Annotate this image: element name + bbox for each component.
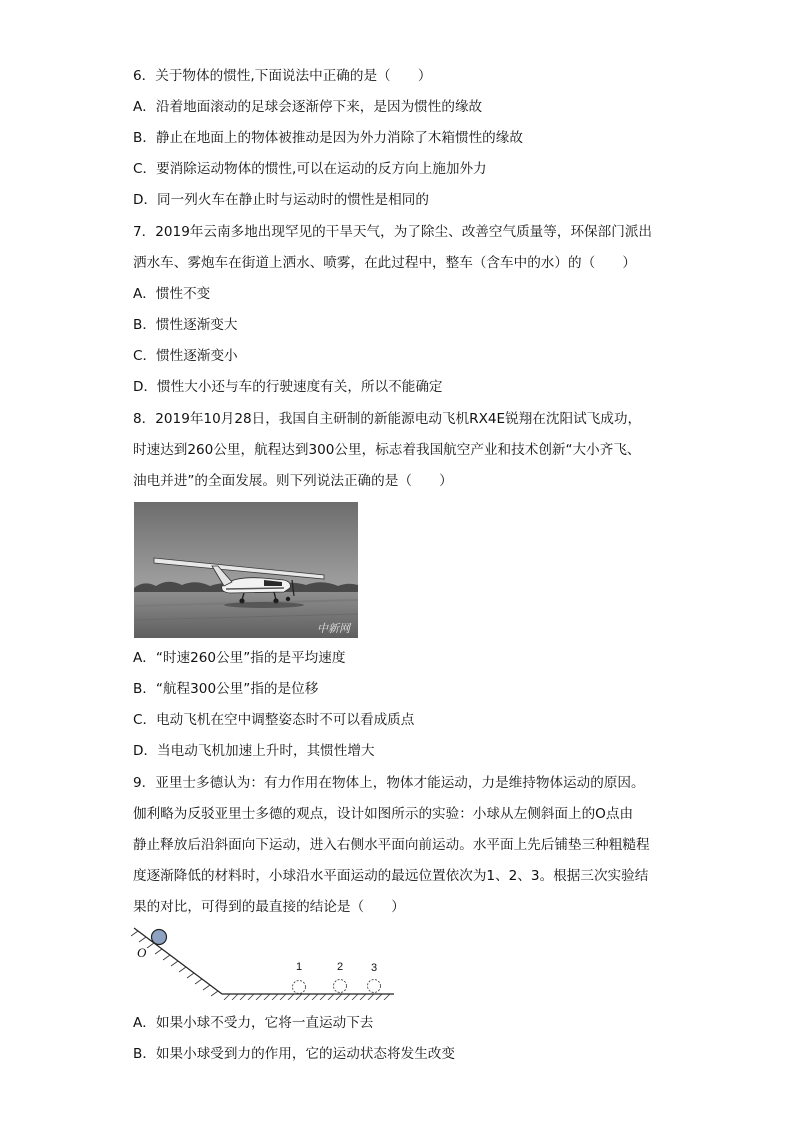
q9-stem-line-2: 伽利略为反驳亚里士多德的观点，设计如图所示的实验：小球从左侧斜面上的O点由 [133, 806, 634, 822]
airplane-photo [134, 502, 358, 638]
q6-stem: 6．关于物体的惯性,下面说法中正确的是（ ） [133, 68, 432, 84]
position-marker-1 [293, 981, 306, 994]
position-label-1: 1 [296, 961, 303, 973]
q9-option-a: A．如果小球不受力，它将一直运动下去 [133, 1015, 374, 1031]
ball [152, 930, 167, 945]
q8-stem-line-2: 时速达到260公里，航程达到300公里，标志着我国航空产业和技术创新“大小齐飞、 [133, 442, 641, 458]
q8-option-d: D．当电动飞机加速上升时，其惯性增大 [133, 743, 375, 759]
q7-stem-line-2: 洒水车、雾炮车在街道上洒水、喷雾，在此过程中，整车（含车中的水）的（ ） [133, 255, 636, 271]
q6-option-b: B．静止在地面上的物体被推动是因为外力消除了木箱惯性的缘故 [133, 130, 523, 146]
q9-stem-line-4: 度逐渐降低的材料时，小球沿水平面运动的最远位置依次为1、2、3。根据三次实验结 [133, 868, 649, 884]
q7-option-a: A．惯性不变 [133, 286, 211, 302]
floor-hatching [224, 994, 390, 1000]
q9-stem-line-1: 9．亚里士多德认为：有力作用在物体上，物体才能运动，力是维持物体运动的原因。 [133, 775, 645, 791]
q7-stem-line-1: 7．2019年云南多地出现罕见的干旱天气，为了除尘、改善空气质量等，环保部门派出 [133, 224, 653, 240]
q7-option-b: B．惯性逐渐变大 [133, 317, 238, 333]
q8-option-a: A．“时速260公里”指的是平均速度 [133, 650, 346, 666]
position-label-3: 3 [371, 962, 378, 974]
position-marker-3 [368, 980, 381, 993]
q8-option-b: B．“航程300公里”指的是位移 [133, 681, 319, 697]
point-o-label: O [137, 945, 147, 960]
q7-option-d: D．惯性大小还与车的行驶速度有关，所以不能确定 [133, 379, 443, 395]
q8-stem-line-1: 8．2019年10月28日，我国自主研制的新能源电动飞机RX4E锐翔在沈阳试飞成功， [133, 411, 642, 427]
position-label-2: 2 [337, 961, 344, 973]
q7-option-c: C．惯性逐渐变小 [133, 348, 238, 364]
q6-option-c: C．要消除运动物体的惯性,可以在运动的反方向上施加外力 [133, 161, 487, 177]
q6-option-a: A．沿着地面滚动的足球会逐渐停下来，是因为惯性的缘故 [133, 99, 483, 115]
incline-experiment-diagram [128, 926, 400, 1000]
position-marker-2 [334, 980, 347, 993]
q8-option-c: C．电动飞机在空中调整姿态时不可以看成质点 [133, 712, 415, 728]
q6-option-d: D．同一列火车在静止时与运动时的惯性是相同的 [133, 192, 429, 208]
incline-surface [134, 928, 394, 994]
incline-hatching [131, 931, 218, 996]
q9-stem-line-5: 果的对比，可得到的最直接的结论是（ ） [133, 899, 405, 915]
q9-stem-line-3: 静止释放后沿斜面向下运动，进入右侧水平面向前运动。水平面上先后铺垫三种粗糙程 [133, 837, 650, 853]
photo-watermark: 中新网 [317, 622, 350, 635]
q8-stem-line-3: 油电并进”的全面发展。则下列说法正确的是（ ） [133, 473, 453, 489]
q9-option-b: B．如果小球受到力的作用，它的运动状态将发生改变 [133, 1046, 455, 1062]
